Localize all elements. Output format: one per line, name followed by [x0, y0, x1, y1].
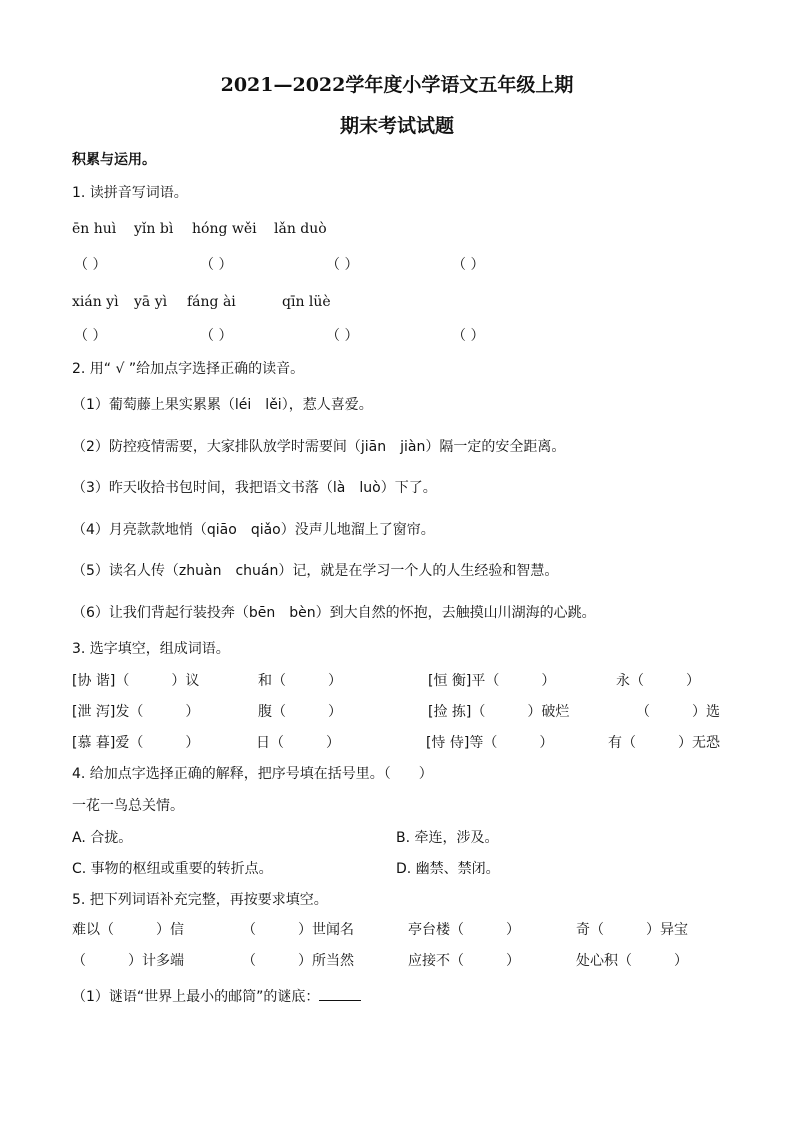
q5-cell[interactable]: 难以（ ）信: [72, 922, 184, 938]
q1-answer-bracket[interactable]: （ ）: [74, 257, 107, 273]
q1-answer-bracket[interactable]: （ ）: [452, 257, 485, 273]
q2-item-1: （1）葡萄藤上果实累累（léi lěi），惹人喜爱。: [72, 397, 373, 413]
q1-answer-bracket[interactable]: （ ）: [74, 328, 107, 344]
q4-sentence: 一花一鸟总关情。: [72, 798, 184, 814]
q1-pinyin-7: fáng ài: [187, 294, 236, 310]
q3-cell[interactable]: [恒 衡]平（ ）: [428, 673, 556, 689]
q1-answer-bracket[interactable]: （ ）: [200, 257, 233, 273]
q2-heading: 2. 用“ √ ”给加点字选择正确的读音。: [72, 361, 305, 377]
q5-sub-1-text: （1）谜语“世界上最小的邮筒”的谜底：: [72, 989, 320, 1005]
q1-pinyin-8: qīn lüè: [282, 294, 331, 310]
q4-option-c[interactable]: C. 事物的枢纽或重要的转折点。: [72, 861, 273, 877]
q1-answer-bracket[interactable]: （ ）: [326, 328, 359, 344]
q2-item-2: （2）防控疫情需要，大家排队放学时需要间（jiān jiàn）隔一定的安全距离。: [72, 439, 566, 455]
q5-cell[interactable]: 处心积（ ）: [576, 953, 688, 969]
q5-sub-1: [72, 986, 361, 1006]
q1-pinyin-5: xián yì: [72, 294, 119, 310]
q1-pinyin-4: lǎn duò: [274, 221, 327, 237]
q4-option-a[interactable]: A. 合拢。: [72, 830, 133, 846]
q4-option-d[interactable]: D. 幽禁、禁闭。: [396, 861, 500, 877]
q5-cell[interactable]: （ ）世闻名: [242, 922, 354, 938]
q3-cell[interactable]: 永（ ）: [616, 673, 700, 689]
answer-blank[interactable]: [319, 986, 361, 1001]
q4-option-b[interactable]: B. 牵连，涉及。: [396, 830, 499, 846]
q2-item-4: （4）月亮款款地悄（qiāo qiǎo）没声儿地溜上了窗帘。: [72, 522, 435, 538]
q3-cell[interactable]: 腹（ ）: [258, 704, 342, 720]
q5-cell[interactable]: 应接不（ ）: [408, 953, 520, 969]
q3-cell[interactable]: 有（ ）无恐: [608, 735, 720, 751]
q1-answer-bracket[interactable]: （ ）: [200, 328, 233, 344]
q1-answer-bracket[interactable]: （ ）: [452, 328, 485, 344]
q1-pinyin-1: ēn huì: [72, 221, 117, 237]
q2-item-5: （5）读名人传（zhuàn chuán）记，就是在学习一个人的人生经验和智慧。: [72, 563, 559, 579]
q1-heading: 1. 读拼音写词语。: [72, 185, 188, 201]
q5-heading: 5. 把下列词语补充完整，再按要求填空。: [72, 892, 328, 908]
q1-pinyin-3: hóng wěi: [192, 221, 257, 237]
q1-pinyin-2: yǐn bì: [134, 221, 174, 237]
q1-answer-bracket[interactable]: （ ）: [326, 257, 359, 273]
q5-cell[interactable]: 亭台楼（ ）: [408, 922, 520, 938]
section-label: 积累与运用。: [72, 152, 156, 168]
q2-item-3: （3）昨天收拾书包时间，我把语文书落（là luò）下了。: [72, 480, 437, 496]
q5-cell[interactable]: （ ）计多端: [72, 953, 184, 969]
q3-cell[interactable]: [协 谐]（ ）议: [72, 673, 200, 689]
q3-cell[interactable]: 和（ ）: [258, 673, 342, 689]
title-line-1: 2021—2022学年度小学语文五年级上期: [220, 74, 574, 96]
q3-cell[interactable]: （ ）选: [636, 704, 720, 720]
q3-cell[interactable]: [捡 拣]（ ）破烂: [428, 704, 570, 720]
q3-cell[interactable]: [慕 暮]爱（ ）: [72, 735, 200, 751]
q5-cell[interactable]: （ ）所当然: [242, 953, 354, 969]
title-line-2: 期末考试试题: [339, 115, 454, 137]
q3-cell[interactable]: [泄 泻]发（ ）: [72, 704, 200, 720]
q2-item-6: （6）让我们背起行装投奔（bēn bèn）到大自然的怀抱，去触摸山川湖海的心跳。: [72, 605, 596, 621]
q3-heading: 3. 选字填空，组成词语。: [72, 641, 230, 657]
q5-cell[interactable]: 奇（ ）异宝: [576, 922, 688, 938]
q1-pinyin-6: yā yì: [134, 294, 168, 310]
q3-cell[interactable]: 日（ ）: [256, 735, 340, 751]
q4-heading: 4. 给加点字选择正确的解释，把序号填在括号里。（ ）: [72, 766, 433, 782]
q3-cell[interactable]: [恃 侍]等（ ）: [426, 735, 554, 751]
